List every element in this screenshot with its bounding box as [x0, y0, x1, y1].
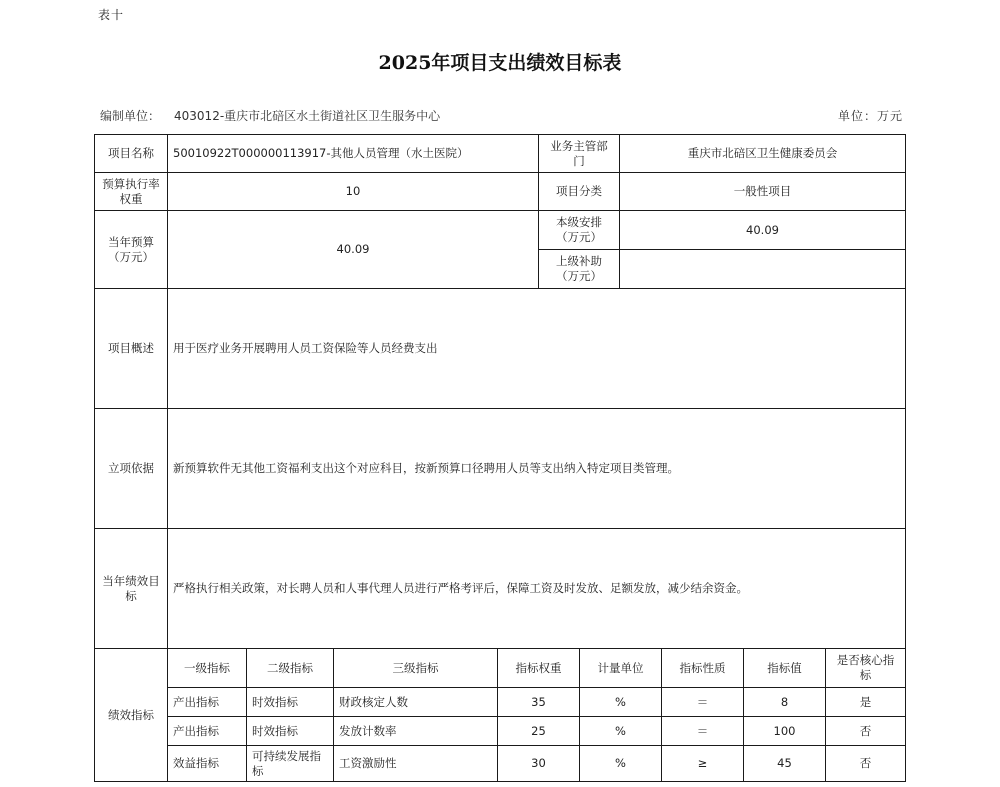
table-row-cell-value: 45 [777, 756, 792, 770]
local-arrangement-value: 40.09 [746, 222, 779, 237]
basis-value: 新预算软件无其他工资福利支出这个对应科目，按新预算口径聘用人员等支出纳入特定项目类管理。 [173, 461, 679, 475]
table-row-cell-nature: ＝ [696, 694, 709, 709]
page-title: 2025年项目支出绩效目标表 [378, 52, 622, 74]
table-row-cell-nature: ＝ [696, 723, 709, 738]
weight-label: 预算执行率权重 [102, 176, 160, 206]
table-row-cell-core: 是 [859, 694, 872, 709]
table-row-cell-level2: 时效指标 [252, 723, 298, 738]
table-number-tag: 表十 [98, 8, 125, 22]
table-row-cell-core: 否 [859, 723, 872, 738]
dept-label: 业务主管部门 [550, 138, 608, 168]
table-row-cell-weight: 25 [531, 723, 546, 738]
table-row-cell-level1: 效益指标 [173, 756, 219, 770]
overview-value: 用于医疗业务开展聘用人员工资保险等人员经费支出 [173, 341, 438, 355]
table-row-cell-level1: 产出指标 [173, 694, 219, 709]
table-row-cell-weight: 30 [531, 756, 546, 770]
table-row-cell-unit: % [615, 723, 626, 738]
table-row-cell-level3: 发放计数率 [339, 723, 397, 738]
unit-value: 403012-重庆市北碚区水土街道社区卫生服务中心 [174, 109, 441, 123]
basis-label: 立项依据 [108, 461, 154, 475]
table-border-right [905, 134, 906, 782]
category-label: 项目分类 [556, 184, 602, 198]
indicator-header-nature: 指标性质 [679, 660, 726, 675]
budget-label: 当年预算（万元） [108, 234, 154, 264]
budget-value: 40.09 [336, 242, 370, 256]
currency-unit: 单位：万元 [837, 109, 903, 123]
table-border-bottom [94, 781, 906, 782]
dept-value: 重庆市北碚区卫生健康委员会 [687, 146, 838, 160]
indicator-header-value: 指标值 [767, 660, 802, 675]
project-name-label: 项目名称 [108, 146, 154, 160]
table-row-cell-unit: % [615, 694, 626, 709]
category-value: 一般性项目 [733, 184, 792, 198]
unit-label: 编制单位： [100, 109, 161, 123]
indicator-header-weight: 指标权重 [515, 660, 562, 675]
project-name-value: 50010922T000000113917-其他人员管理（水土医院） [173, 146, 469, 160]
upper-subsidy-label: 上级补助（万元） [556, 254, 602, 283]
table-row-cell-value: 8 [780, 694, 789, 709]
table-row-cell-level2: 可持续发展指标 [252, 748, 321, 778]
table-row-cell-weight: 35 [531, 694, 546, 709]
indicators-section-label: 绩效指标 [108, 707, 154, 722]
table-row-cell-unit: % [615, 756, 626, 770]
indicator-header-level3: 三级指标 [392, 660, 439, 675]
table-row-cell-nature: ≥ [697, 756, 708, 770]
upper-subsidy-value [620, 250, 905, 288]
table-row-cell-level2: 时效指标 [252, 694, 298, 709]
goal-label: 当年绩效目标 [102, 573, 160, 603]
table-row-cell-value: 100 [773, 723, 796, 738]
weight-value: 10 [345, 184, 361, 198]
local-arrangement-label: 本级安排（万元） [556, 215, 602, 244]
indicator-header-level2: 二级指标 [267, 660, 313, 675]
overview-label: 项目概述 [108, 341, 154, 355]
table-row-cell-level3: 财政核定人数 [339, 694, 408, 709]
indicator-header-core: 是否核心指标 [836, 653, 895, 682]
table-row-cell-level3: 工资激励性 [339, 756, 397, 770]
table-row-cell-level1: 产出指标 [173, 723, 219, 738]
unit-info [100, 107, 440, 124]
table-row-cell-core: 否 [859, 756, 872, 770]
indicator-header-unit: 计量单位 [597, 660, 644, 675]
indicator-header-level1: 一级指标 [184, 660, 230, 675]
goal-value: 严格执行相关政策，对长聘人员和人事代理人员进行严格考评后，保障工资及时发放、足额发放，减少结余资金。 [173, 581, 748, 595]
